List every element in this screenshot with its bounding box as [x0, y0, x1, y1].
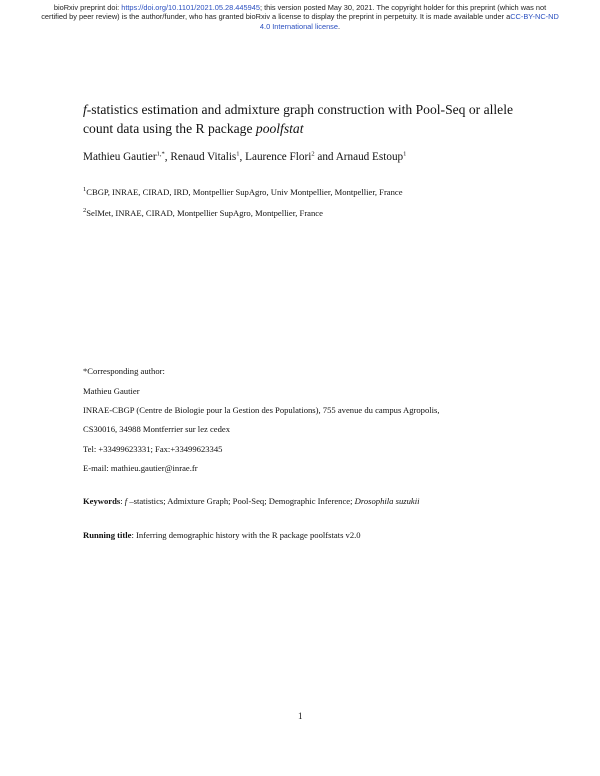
author-separator: , — [164, 151, 171, 163]
running-title — [83, 530, 543, 541]
corresponding-address-line-2: CS30016, 34988 Montferrier sur lez cedex — [83, 424, 231, 434]
author-affil-mark: 1 — [403, 150, 407, 158]
banner-suffix: . — [338, 21, 341, 31]
title-f: f — [83, 102, 87, 117]
corresponding-heading: *Corresponding author: — [83, 366, 165, 376]
keywords-label: Keywords — [83, 496, 121, 506]
corresponding-email: E-mail: mathieu.gautier@inrae.fr — [83, 463, 198, 473]
author-name: Arnaud Estoup — [335, 151, 404, 163]
keywords — [83, 496, 543, 507]
paper-title — [83, 101, 533, 138]
author-separator: and — [314, 151, 336, 163]
keywords-species: Drosophila suzukii — [354, 496, 420, 506]
doi-link[interactable]: https://doi.org/10.1101/2021.05.28.445945 — [121, 3, 260, 12]
title-package: poolfstat — [255, 120, 304, 136]
author-list — [83, 150, 543, 164]
affiliation-text: SelMet, INRAE, CIRAD, Montpellier SupAgro, Montpellier, France — [86, 208, 323, 218]
corresponding-name: Mathieu Gautier — [83, 386, 140, 396]
author-name: Renaud Vitalis — [170, 151, 237, 163]
keywords-f: f — [124, 496, 128, 506]
running-title-label: Running title — [83, 530, 132, 540]
affiliation-mark: 1 — [83, 186, 87, 194]
corresponding-phone: Tel: +33499623331; Fax:+33499623345 — [83, 444, 223, 454]
affiliation-2 — [83, 208, 543, 219]
page-number: 1 — [298, 711, 303, 721]
biorxiv-banner — [40, 3, 560, 31]
author-affil-mark: 1,* — [156, 150, 165, 158]
affiliation-mark: 2 — [83, 207, 87, 215]
license-link[interactable]: CC-BY-NC-ND 4.0 International license — [259, 12, 559, 31]
author-separator: , — [239, 151, 246, 163]
running-title-text: : Inferring demographic history with the R package poolfstats v2.0 — [131, 530, 361, 540]
author-affil-mark: 2 — [311, 150, 315, 158]
affiliation-1 — [83, 187, 543, 198]
keywords-colon: : — [120, 496, 125, 506]
corresponding-address-line-1: INRAE-CBGP (Centre de Biologie pour la Gestion des Populations), 755 avenue du campus Agropolis, — [83, 405, 440, 415]
banner-text: ; this version posted May 30, 2021. The copyright holder for this preprint (which was not certified by peer review) is the author/funder, who has granted bioRxiv a license to display the preprint in perpetuity. It is made available under a — [41, 3, 547, 22]
author-affil-mark: 1 — [236, 150, 240, 158]
affiliation-text: CBGP, INRAE, CIRAD, IRD, Montpellier SupAgro, Univ Montpellier, Montpellier, France — [86, 187, 403, 197]
keywords-text: –statistics; Admixture Graph; Pool-Seq; Demographic Inference; — [127, 496, 355, 506]
banner-prefix: bioRxiv preprint doi: — [53, 3, 122, 12]
title-main: -statistics estimation and admixture graph construction with Pool-Seq or allele count data using the R package — [83, 102, 514, 136]
author-name: Laurence Flori — [245, 151, 312, 163]
author-name: Mathieu Gautier — [83, 151, 157, 163]
